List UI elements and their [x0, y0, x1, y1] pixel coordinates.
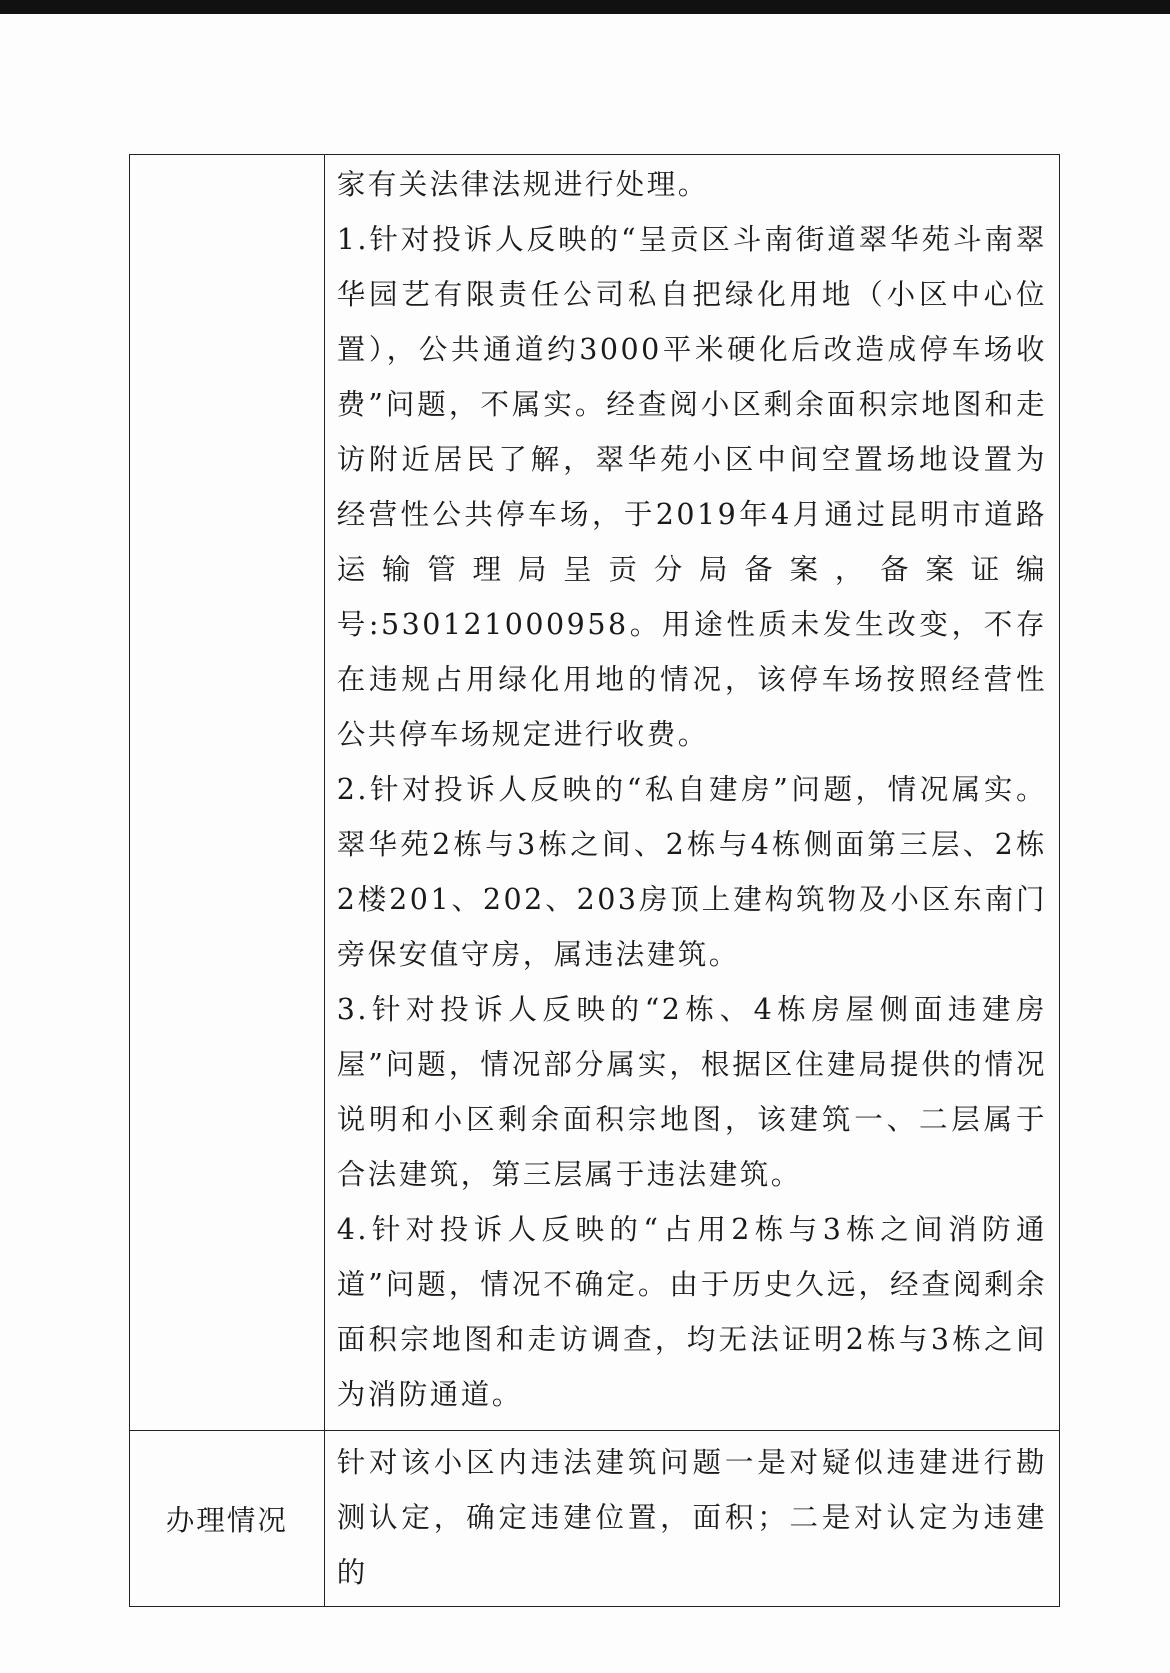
table-row-handling — [130, 1431, 1060, 1607]
complaint-table — [129, 154, 1060, 1607]
paragraph-item-1: 1.针对投诉人反映的“呈贡区斗南街道翠华苑斗南翠华园艺有限责任公司私自把绿化用地（小区中心位置），公共通道约3000平米硬化后改造成停车场收费”问题，不属实。经查阅小区剩余面积宗地图和走访附近居民了解，翠华苑小区中间空置场地设置为经营性公共停车场，于2019年4月通过昆明市道路运输管理局呈贡分局备案，备案证编号:530121000958。用途性质未发生改变，不存在违规占用绿化用地的情况，该停车场按照经营性公共停车场规定进行收费。 — [336, 223, 1047, 751]
paragraph-item-2: 2.针对投诉人反映的“私自建房”问题，情况属实。翠华苑2栋与3栋之间、2栋与4栋侧面第三层、2栋2楼201、202、203房顶上建构筑物及小区东南门旁保安值守房，属违法建筑。 — [336, 773, 1047, 971]
handling-cell — [324, 1431, 1059, 1607]
row-label-handling: 办理情况 — [130, 1431, 325, 1607]
top-status-bar — [0, 0, 1170, 14]
paragraph-item-4: 4.针对投诉人反映的“占用2栋与3栋之间消防通道”问题，情况不确定。由于历史久远，经查阅剩余面积宗地图和走访调查，均无法证明2栋与3栋之间为消防通道。 — [336, 1213, 1047, 1411]
row-label-empty — [130, 155, 325, 1431]
paragraph-handling: 针对该小区内违法建筑问题一是对疑似违建进行勘测认定，确定违建位置，面积；二是对认定为违建的 — [336, 1446, 1047, 1589]
paragraph-item-3: 3.针对投诉人反映的“2栋、4栋房屋侧面违建房屋”问题，情况部分属实，根据区住建局提供的情况说明和小区剩余面积宗地图，该建筑一、二层属于合法建筑，第三层属于违法建筑。 — [336, 993, 1047, 1191]
paragraph-continuation: 家有关法律法规进行处理。 — [336, 168, 709, 201]
findings-cell — [324, 155, 1059, 1431]
table-row-findings — [130, 155, 1060, 1431]
document-page — [0, 14, 1170, 1673]
